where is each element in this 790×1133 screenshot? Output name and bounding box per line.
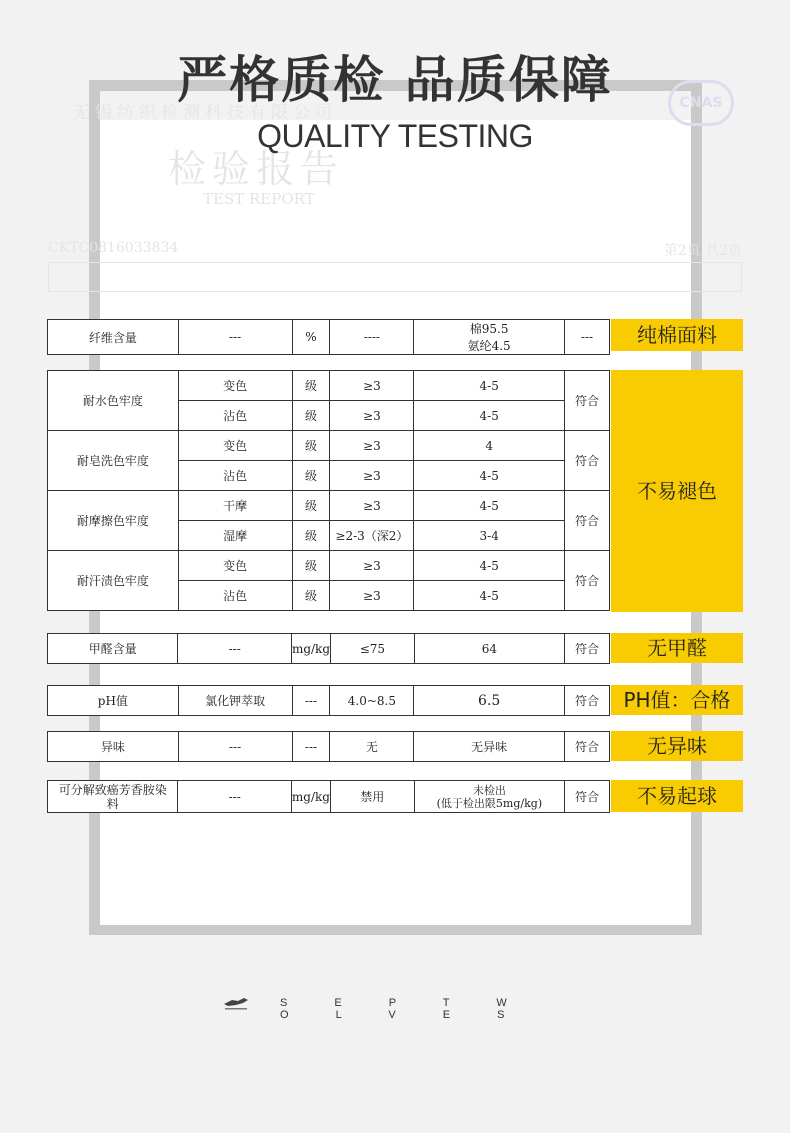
page-subtitle: QUALITY TESTING [257,118,533,154]
result-cell: 4-5 [414,551,565,581]
item-cell: 纤维含量 [48,320,179,355]
cnas-logo: CNAS [668,80,734,126]
fiber-table [47,319,610,355]
table-row [48,732,610,762]
result-line: 棉95.5 [469,322,509,336]
result-cell: 4-5 [414,491,565,521]
sub-item-cell: 变色 [178,551,292,581]
unit-cell: 级 [292,551,330,581]
report-number: CKTC0816033834 [48,240,179,256]
result-cell: 4-5 [414,461,565,491]
result-cell [414,320,565,355]
item-line: 料 [106,796,119,811]
wolf-logo-icon [222,995,250,1011]
item-cell: pH值 [48,686,179,716]
formaldehyde-table [47,633,610,664]
standard-cell: ---- [330,320,414,355]
unit-cell: --- [292,686,330,716]
fastness-table [47,370,610,611]
verdict-cell: 符合 [565,491,610,551]
table-row [48,686,610,716]
unit-cell: 级 [292,401,330,431]
method-cell: --- [178,634,292,664]
table-row [48,431,610,461]
result-cell: 4-5 [414,371,565,401]
report-org: 无锡纺织检测科技有限公司 [73,103,337,123]
standard-cell: 无 [330,732,414,762]
tag-cotton: 纯棉面料 [611,319,743,351]
ph-table [47,685,610,716]
result-cell: 4-5 [414,581,565,611]
result-cell: 6.5 [414,686,565,716]
standard-cell: 4.0~8.5 [330,686,414,716]
unit-cell: --- [292,732,330,762]
verdict-cell: 符合 [565,634,610,664]
standard-cell: ≥3 [330,551,414,581]
method-cell: --- [178,732,292,762]
result-line: 氨纶4.5 [467,339,511,353]
result-cell: 64 [414,634,564,664]
sub-item-cell: 变色 [178,431,292,461]
unit-cell: % [292,320,330,355]
standard-cell: ≤75 [331,634,415,664]
page-title: 严格质检 品质保障 [177,51,613,109]
tag-ph-pass: PH值：合格 [611,685,743,715]
tag-anti-pilling: 不易起球 [611,780,743,812]
method-cell: 氯化钾萃取 [178,686,292,716]
result-cell: 无异味 [414,732,565,762]
sub-item-cell: 沾色 [178,461,292,491]
verdict-cell: --- [565,320,610,355]
result-line: 未检出 [472,783,506,797]
result-cell: 4-5 [414,401,565,431]
verdict-cell: 符合 [565,686,610,716]
brand-footer [222,995,582,1021]
standard-cell: ≥3 [330,491,414,521]
standard-cell: ≥3 [330,581,414,611]
standard-cell: ≥3 [330,371,414,401]
unit-cell: mg/kg [291,634,330,664]
unit-cell: 级 [292,491,330,521]
item-line: 可分解致癌芳香胺染 [58,782,167,797]
item-cell: 耐汗渍色牢度 [48,551,179,611]
verdict-cell: 符合 [565,781,610,813]
result-cell: 4 [414,431,565,461]
item-cell [48,781,178,813]
verdict-cell: 符合 [565,732,610,762]
item-cell: 耐皂洗色牢度 [48,431,179,491]
report-title-cn: 检验报告 [168,147,345,191]
tag-no-formaldehyde: 无甲醛 [611,633,743,663]
unit-cell: mg/kg [291,781,330,813]
table-row [48,551,610,581]
unit-cell: 级 [292,521,330,551]
result-line: (低于检出限5mg/kg) [436,796,543,810]
sub-item-cell: 变色 [178,371,292,401]
verdict-cell: 符合 [565,551,610,611]
table-row [48,320,610,355]
amine-table [47,780,610,813]
table-row [48,781,610,813]
unit-cell: 级 [292,431,330,461]
item-cell: 甲醛含量 [48,634,178,664]
table-row [48,371,610,401]
sub-item-cell: 沾色 [178,401,292,431]
sub-item-cell: 干摩 [178,491,292,521]
standard-cell: 禁用 [330,781,414,813]
unit-cell: 级 [292,461,330,491]
item-cell: 耐摩擦色牢度 [48,491,179,551]
standard-cell: ≥3 [330,461,414,491]
table-row [48,634,610,664]
item-cell: 异味 [48,732,179,762]
standard-cell: ≥2-3（深2） [330,521,414,551]
standard-cell: ≥3 [330,401,414,431]
unit-cell: 级 [292,581,330,611]
background-table-header [48,262,742,292]
table-row [48,491,610,521]
tag-colorfast: 不易褪色 [611,370,743,612]
standard-cell: ≥3 [330,431,414,461]
brand-name: S E P T W O L V E S [280,997,529,1021]
result-cell [414,781,565,813]
method-cell: --- [178,781,291,813]
sub-item-cell: 沾色 [178,581,292,611]
odor-table [47,731,610,762]
verdict-cell: 符合 [565,431,610,491]
report-title-en: TEST REPORT [203,190,315,208]
unit-cell: 级 [292,371,330,401]
sub-item-cell: 湿摩 [178,521,292,551]
tag-no-odor: 无异味 [611,731,743,761]
result-cell: 3-4 [414,521,565,551]
verdict-cell: 符合 [565,371,610,431]
item-cell: 耐水色牢度 [48,371,179,431]
method-cell: --- [178,320,292,355]
report-page: 第2页 共2页 [663,243,742,259]
